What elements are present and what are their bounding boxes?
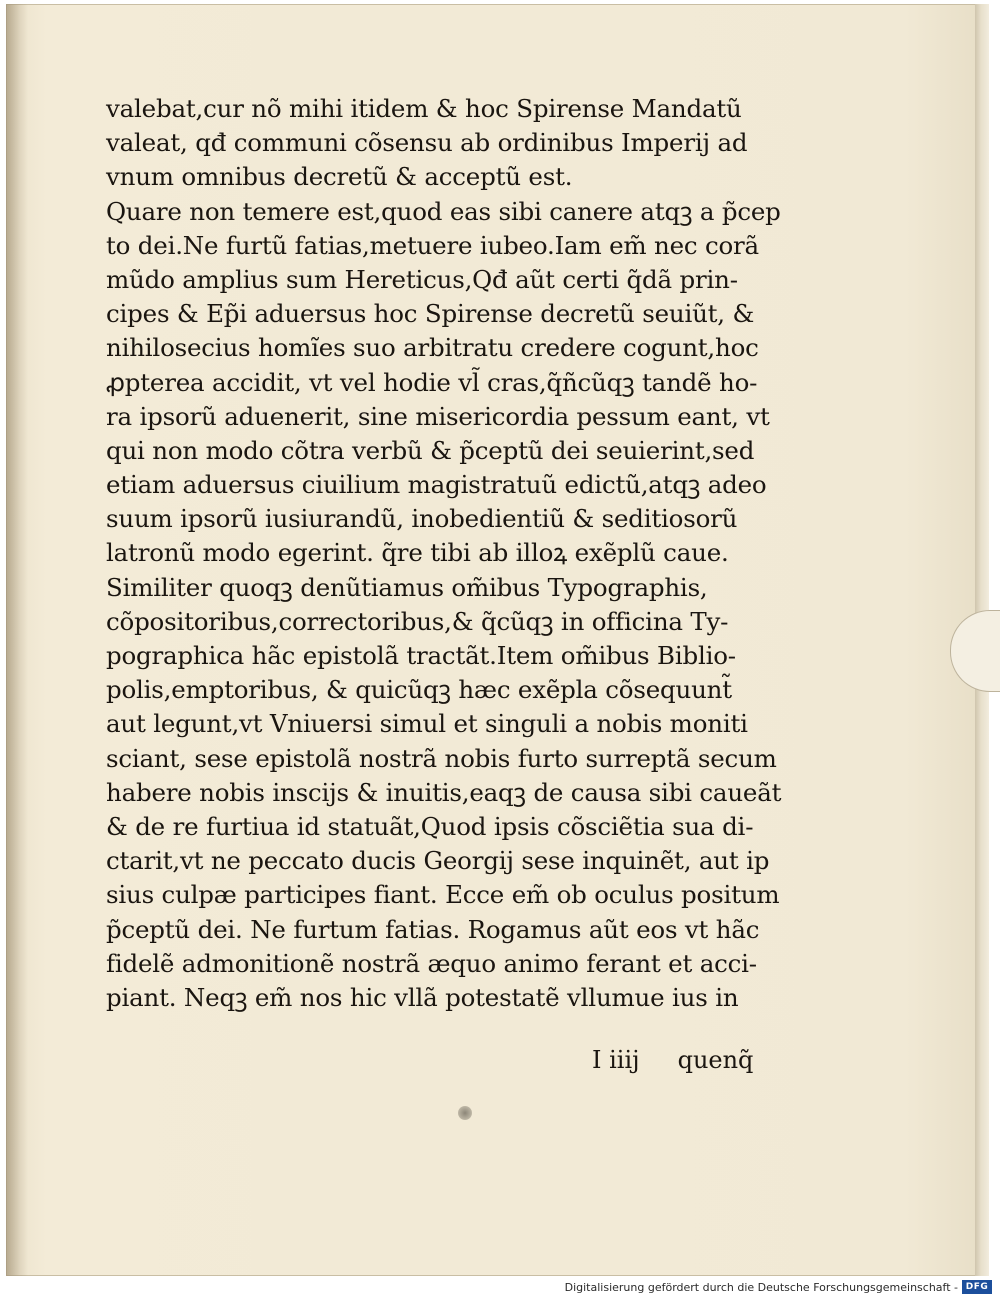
text-line: cipes & Ep̃i aduersus hoc Spirense decretũ seuiũt, & bbox=[106, 299, 755, 329]
text-line: mũdo amplius sum Hereticus,Qđ aũt certi q̃dã prin- bbox=[106, 264, 738, 294]
text-line: suum ipsorũ iusiurandũ, inobedientiũ & seditiosorũ bbox=[106, 504, 738, 534]
text-line: piant. Neqꝫ em̃ nos hic vllã potestatẽ vllumue ius in bbox=[106, 982, 739, 1012]
text-line: aut legunt,vt Vniuersi simul et singuli a nobis moniti bbox=[106, 709, 748, 739]
text-line: habere nobis inscijs & inuitis,eaqꝫ de causa sibi caueãt bbox=[106, 777, 782, 807]
gutter-shadow bbox=[6, 4, 28, 1276]
text-line: Quare non temere est,quod eas sibi canere atqꝫ a p̃cep bbox=[106, 196, 781, 226]
text-line: pographica hãc epistolã tractãt.Item om̃ibus Biblio- bbox=[106, 641, 736, 670]
text-line: ctarit,vt ne peccato ducis Georgij sese inquinẽt, aut ip bbox=[106, 846, 770, 876]
text-line: sius culpæ participes fiant. Ecce em̃ ob oculus positum bbox=[106, 880, 780, 910]
text-line: & de re furtiua id statuãt,Quod ipsis cõsciẽtia sua di- bbox=[106, 811, 754, 841]
text-line: ꝓpterea accidit, vt vel hodie vl̃ cras,q̃ñcũqꝫ tandẽ ho- bbox=[106, 367, 758, 397]
text-line: sciant, sese epistolã nostrã nobis furto surreptã secum bbox=[106, 743, 777, 773]
text-line: vnum omnibus decretũ & acceptũ est. bbox=[106, 162, 573, 192]
text-line: valeat, qđ communi cõsensu ab ordinibus Imperij ad bbox=[106, 128, 748, 158]
text-line: ra ipsorũ aduenerit, sine misericordia pessum eant, vt bbox=[106, 401, 770, 431]
text-line: etiam aduersus ciuilium magistratuũ edictũ,atqꝫ adeo bbox=[106, 470, 767, 500]
catchword: quenq̃ bbox=[677, 1046, 754, 1074]
text-line: valebat,cur nõ mihi itidem & hoc Spirense Mandatũ bbox=[106, 94, 742, 123]
text-line: cõpositoribus,correctoribus,& q̃cũqꝫ in officina Ty- bbox=[106, 606, 729, 636]
footer-credit[interactable]: Digitalisierung gefördert durch die Deutsche Forschungsgemeinschaft - bbox=[564, 1281, 958, 1294]
text-line: p̃ceptũ dei. Ne furtum fatias. Rogamus aũt eos vt hãc bbox=[106, 914, 760, 944]
dfg-logo-icon[interactable]: DFG bbox=[962, 1280, 992, 1294]
signature-mark: I iiij bbox=[592, 1046, 640, 1074]
text-line: Similiter quoqꝫ denũtiamus om̃ibus Typographis, bbox=[106, 572, 708, 602]
text-line: qui non modo cõtra verbũ & p̃ceptũ dei seuierint,sed bbox=[106, 435, 755, 465]
pin-hole-mark bbox=[458, 1106, 472, 1120]
text-line: to dei.Ne furtũ fatias,metuere iubeo.Iam em̃ nec corã bbox=[106, 230, 759, 260]
text-line: latronũ modo egerint. q̃re tibi ab illoꝝ exẽplũ caue. bbox=[106, 538, 729, 568]
body-text bbox=[106, 92, 796, 1015]
text-line: nihilosecius homĩes suo arbitratu credere cogunt,hoc bbox=[106, 333, 759, 363]
text-line: fidelẽ admonitionẽ nostrã æquo animo ferant et acci- bbox=[106, 948, 757, 978]
text-line: polis,emptoribus, & quicũqꝫ hæc exẽpla cõsequunt̃ bbox=[106, 675, 732, 705]
page-footer-marks bbox=[592, 1046, 753, 1074]
